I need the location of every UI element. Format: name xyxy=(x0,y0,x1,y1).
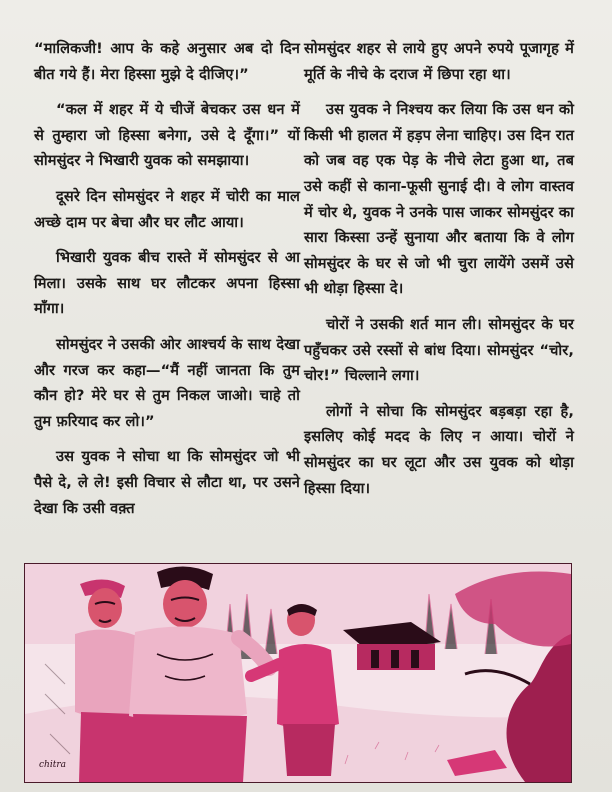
story-illustration xyxy=(24,563,572,783)
paragraph: लोगों ने सोचा कि सोमसुंदर बड़बड़ा रहा है, इसलिए कोई मदद के लिए न आया। चोरों ने सोमसुंदर का घर लूटा और उस युवक को थोड़ा हिस्सा दिया। xyxy=(304,402,574,497)
paragraph: उस युवक ने सोचा था कि सोमसुंदर जो भी पैसे दे, ले ले! इसी विचार से लौटा था, पर उसने देखा कि उसी वक़्त xyxy=(34,448,300,517)
paragraph: सोमसुंदर ने उसकी ओर आश्चर्य के साथ देखा और गरज कर कहा—“मैं नहीं जानता कि तुम कौन हो? मेरे घर से तुम निकल जाओ। चाहे तो तुम फ़रियाद कर लो।” xyxy=(34,335,300,430)
paragraph: सोमसुंदर शहर से लाये हुए अपने रुपये पूजागृह में मूर्ति के नीचे के दराज में छिपा रहा था। xyxy=(304,40,574,83)
illustration-drawing xyxy=(25,564,571,782)
right-text-column xyxy=(304,36,574,511)
paragraph: भिखारी युवक बीच रास्ते में सोमसुंदर से आ मिला। उसके साथ घर लौटकर अपना हिस्सा माँगा। xyxy=(34,249,300,318)
paragraph: “कल में शहर में ये चीजें बेचकर उस धन में से तुम्हारा जो हिस्सा बनेगा, उसे दे दूँगा।” यों सोमसुंदर ने भिखारी युवक को समझाया। xyxy=(34,101,300,170)
paragraph: “मालिकजी! आप के कहे अनुसार अब दो दिन बीत गये हैं। मेरा हिस्सा मुझे दे दीजिए।” xyxy=(34,40,300,83)
left-text-column xyxy=(34,36,300,531)
paragraph: चोरों ने उसकी शर्त मान ली। सोमसुंदर के घर पहुँचकर उसे रस्सों से बांध दिया। सोमसुंदर “चोर, चोर!” चिल्लाने लगा। xyxy=(304,315,574,385)
paragraph: उस युवक ने निश्चय कर लिया कि उस धन को किसी भी हालत में हड़प लेना चाहिए। उस दिन रात को जब वह एक पेड़ के नीचे लेटा हुआ था, तब उसे कहीं से काना-फूसी सुनाई दी। वे लोग वास्तव में चोर थे, युवक ने उनके पास जाकर सोमसुंदर का सारा किस्सा उन्हें सुनाया और बताया कि वे लोग सोमसुंदर के घर से जो भी चुरा लायेंगे उसमें उसे भी थोड़ा हिस्सा दे। xyxy=(304,101,574,298)
paragraph: दूसरे दिन सोमसुंदर ने शहर में चोरी का माल अच्छे दाम पर बेचा और घर लौट आया। xyxy=(34,187,300,231)
artist-signature: chitra xyxy=(39,760,66,770)
